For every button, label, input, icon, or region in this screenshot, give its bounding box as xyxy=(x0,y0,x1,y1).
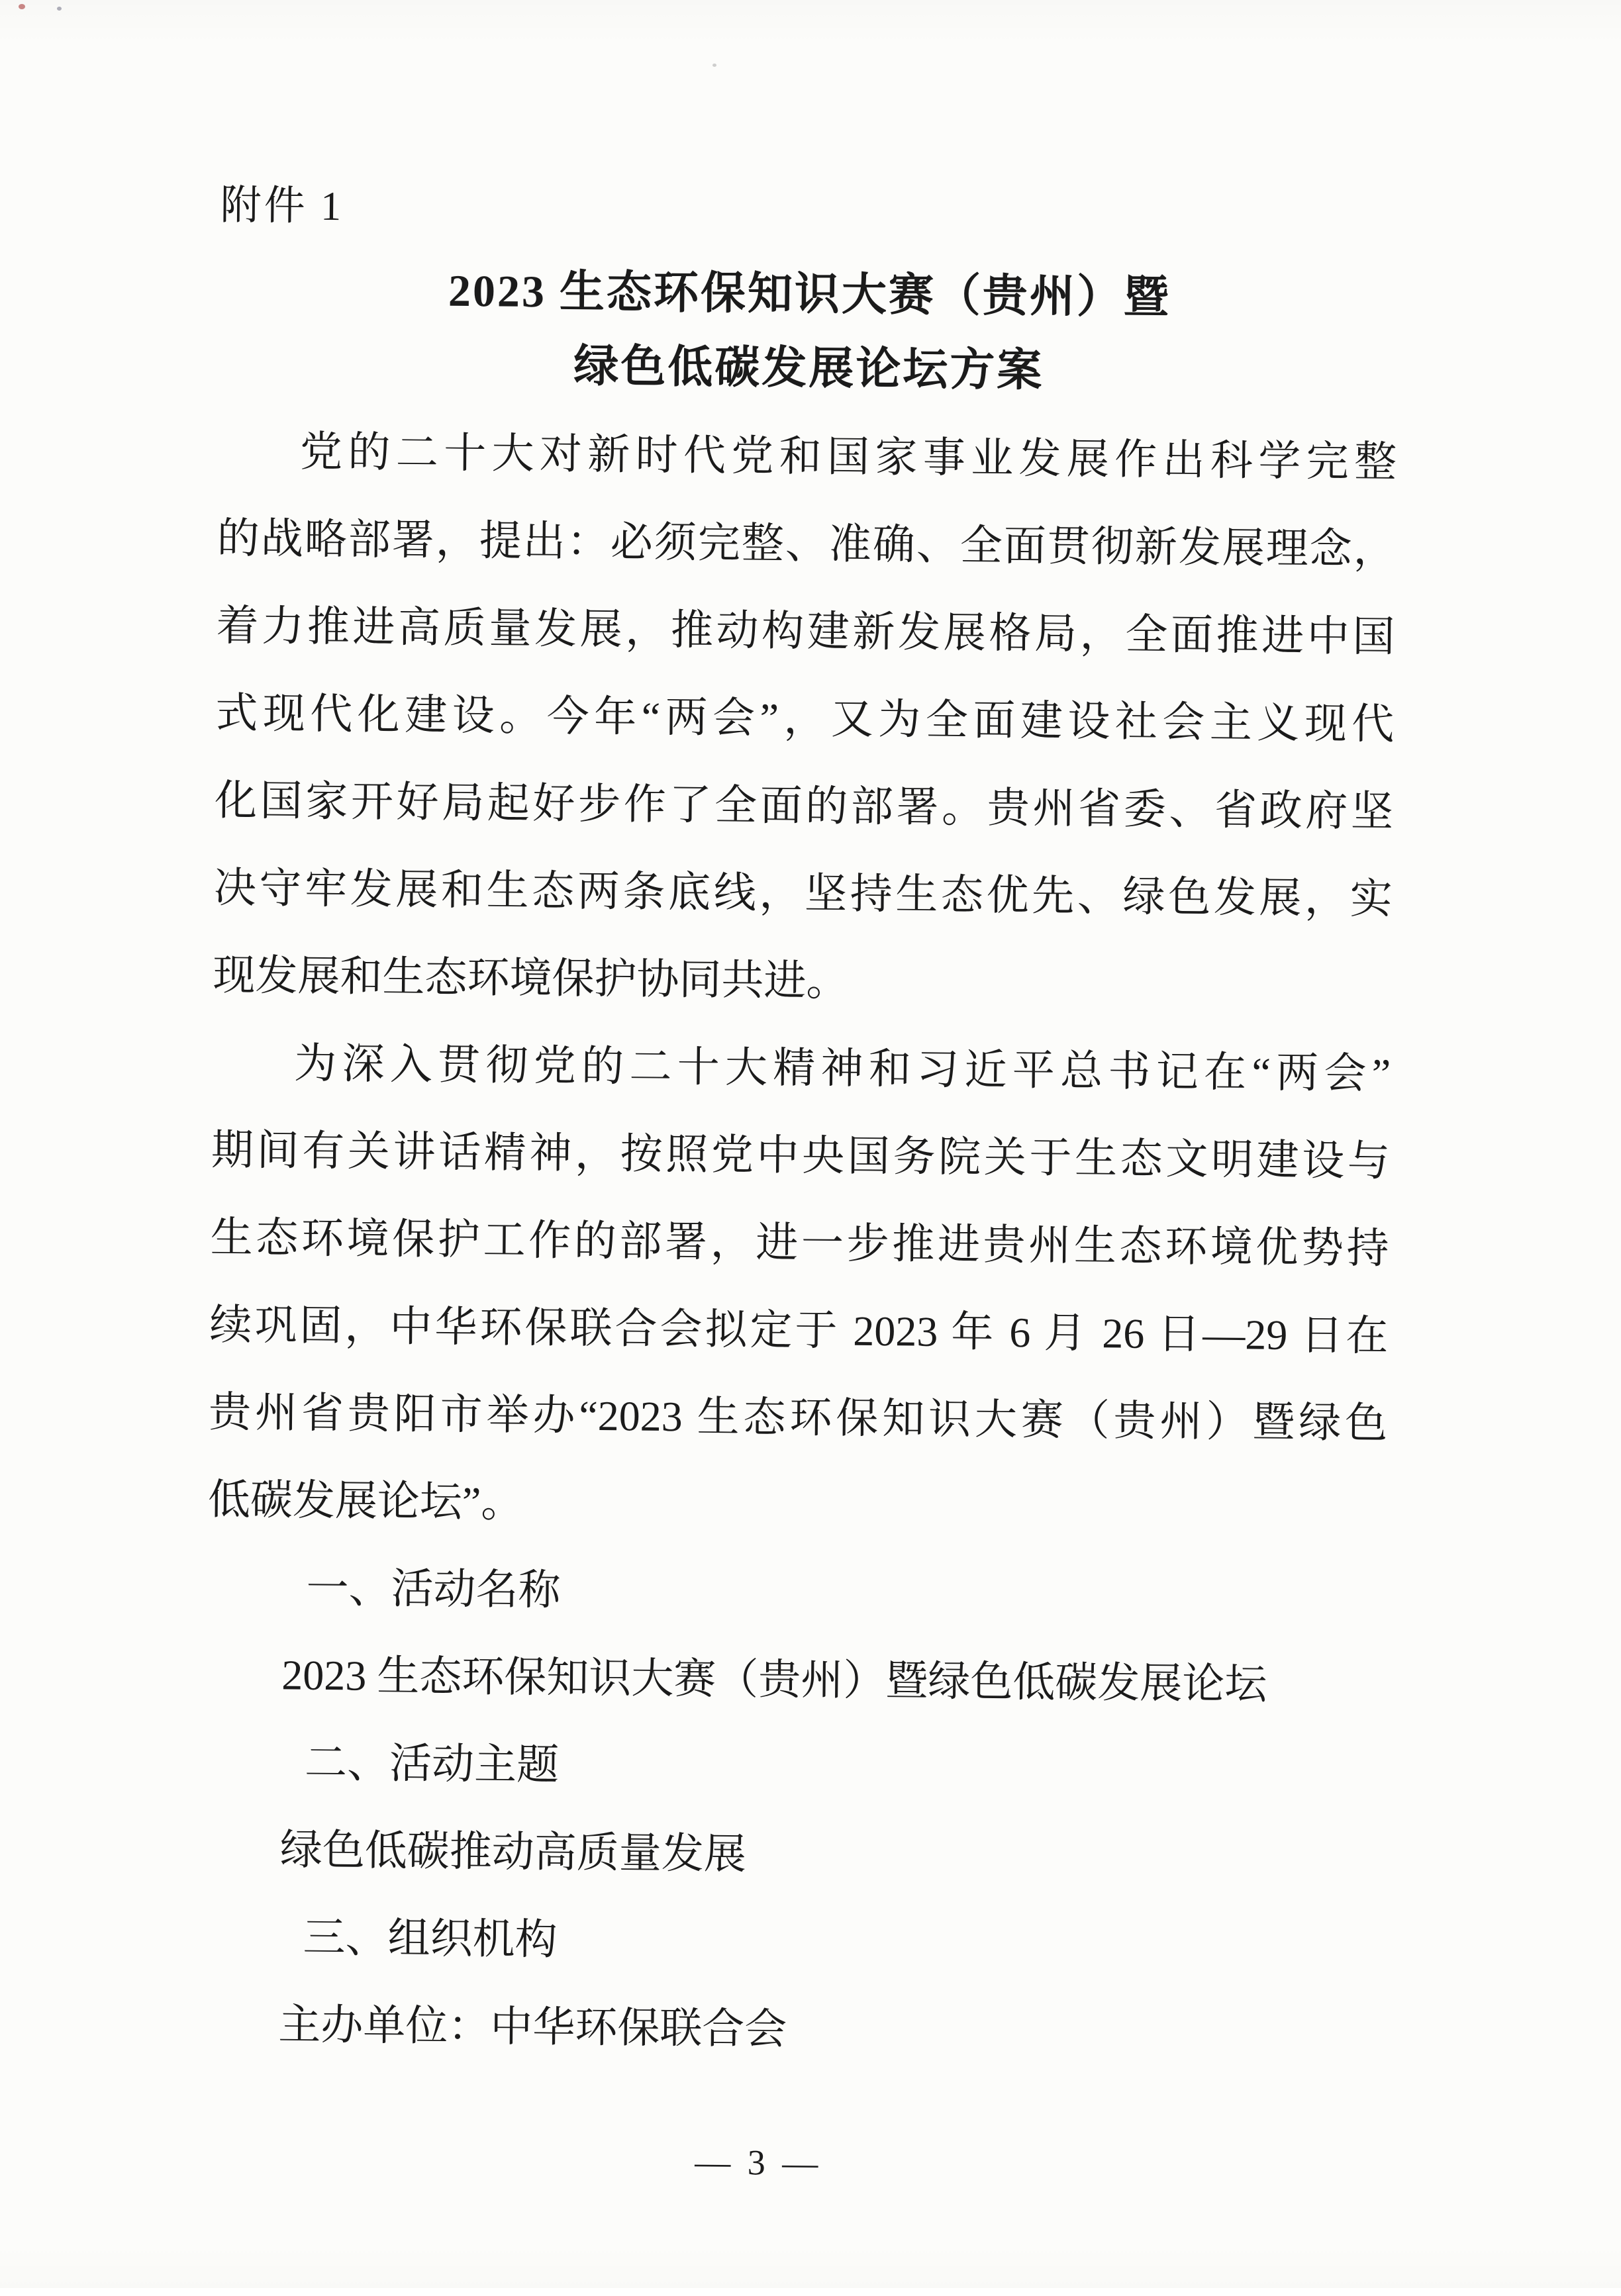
section-heading-2: 二、活动主题 xyxy=(304,1739,560,1789)
paragraph-line: 化国家开好局起好步作了全面的部署。贵州省委、省政府坚 xyxy=(214,777,1394,836)
paragraph-line: 现发展和生态环境保护协同共进。 xyxy=(213,951,849,1005)
paragraph-line: 贵州省贵阳市举办“2023 生态环保知识大赛（贵州）暨绿色 xyxy=(208,1388,1388,1447)
paragraph-line: 为深入贯彻党的二十大精神和习近平总书记在“两会” xyxy=(293,1039,1391,1098)
paragraph-line: 党的二十大对新时代党和国家事业发展作出科学完整 xyxy=(299,428,1397,486)
paragraph-line: 着力推进高质量发展，推动构建新发展格局，全面推进中国 xyxy=(216,602,1395,661)
section-heading-1: 一、活动名称 xyxy=(306,1564,561,1614)
doc-title-line-1: 2023 生态环保知识大赛（贵州）暨 xyxy=(448,265,1171,323)
section-content-1: 2023 生态环保知识大赛（贵州）暨绿色低碳发展论坛 xyxy=(281,1651,1267,1708)
section-content-2: 绿色低碳推动高质量发展 xyxy=(279,1826,747,1878)
paragraph-line: 的战略部署，提出：必须完整、准确、全面贯彻新发展理念， xyxy=(217,514,1397,573)
paragraph-line: 式现代化建设。今年“两会”，又为全面建设社会主义现代 xyxy=(215,689,1395,748)
paragraph-line: 续巩固，中华环保联合会拟定于 2023 年 6 月 26 日—29 日在 xyxy=(209,1301,1389,1360)
doc-title-line-2: 绿色低碳发展论坛方案 xyxy=(573,340,1044,396)
paragraph-line: 生态环境保护工作的部署，进一步推进贵州生态环境优势持 xyxy=(210,1214,1389,1272)
paragraph-line: 决守牢发展和生态两条底线，坚持生态优先、绿色发展，实 xyxy=(213,864,1393,923)
section-content-3: 主办单位：中华环保联合会 xyxy=(277,2001,787,2053)
attachment-label: 附件 1 xyxy=(220,183,344,230)
page-number: — 3 — xyxy=(695,2142,822,2183)
section-heading-3: 三、组织机构 xyxy=(303,1913,558,1964)
document-body xyxy=(203,407,1397,2079)
paragraph-line: 低碳发展论坛”。 xyxy=(207,1476,524,1526)
paragraph-line: 期间有关讲话精神，按照党中央国务院关于生态文明建设与 xyxy=(211,1126,1391,1185)
